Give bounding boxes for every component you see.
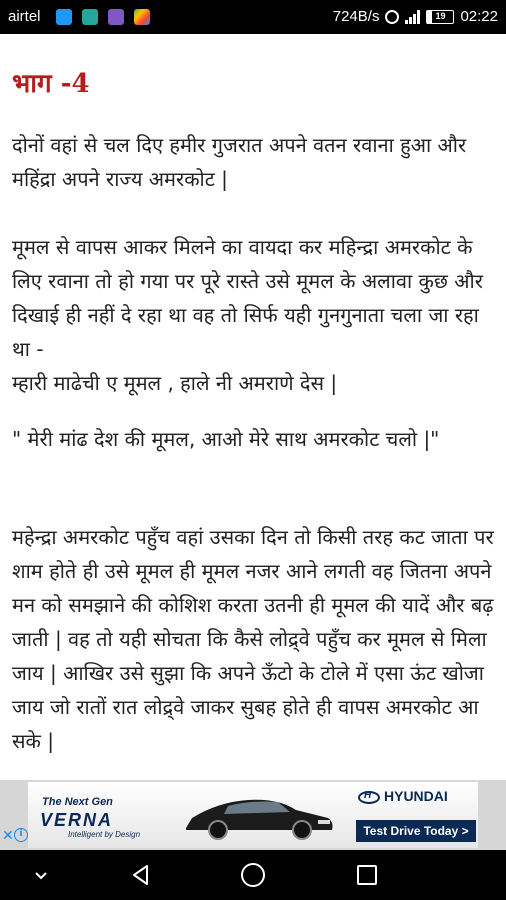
notification-app-icon: [56, 9, 72, 25]
ad-tagline: Intelligent by Design: [68, 830, 141, 839]
ad-creative[interactable]: [28, 782, 478, 848]
article-content[interactable]: [0, 34, 506, 780]
test-drive-button[interactable]: Test Drive Today >: [356, 820, 476, 842]
article-paragraph: महेन्द्रा अमरकोट पहुँच वहां उसका दिन तो किसी तरह कट जाता पर शाम होते ही उसे मूमल ही मूमल नजर आने लगती वह जितना अपने मन को समझाने की कोशिश करता उतनी ही मूमल की यादें और बढ़ जाती | वह तो यही सोचता कि कैसे लोद्र्वे पहुँच कर मूमल से मिला जाय | आखिर उसे सुझा कि अपने ऊँटो के टोले में एसा ऊंट खोजा जाय जो रातों रात लोद्र्वे जाकर सुबह होते ही वापस अमरकोट आ सके |: [12, 525, 494, 753]
notification-gallery-icon: [82, 9, 98, 25]
ad-next-gen-text: The Next Gen: [42, 796, 113, 808]
battery-icon: 19: [426, 10, 454, 24]
article-title: भाग -4: [12, 69, 90, 99]
ad-model-name: VERNA: [40, 810, 114, 830]
article-paragraph: मूमल से वापस आकर मिलने का वायदा कर महिन्द्रा अमरकोट के लिए रवाना तो हो गया पर पूरे रास्ते उसे मूमल के अलावा कुछ और दिखाई ही नहीं दे रहा था वह तो सिर्फ यही गुनगुनाता चला जा रहा था - म्हारी माढेची ए मूमल , हाले नी अमराणे देस |: [12, 235, 483, 395]
home-button[interactable]: [238, 860, 268, 890]
play-store-icon: [134, 9, 150, 25]
article-paragraph: दोनों वहां से चल दिए हमीर गुजरात अपने वतन रवाना हुआ और महिंद्रा अपने राज्य अमरकोट |: [12, 133, 467, 191]
ad-close-icon[interactable]: ✕: [2, 828, 14, 844]
clock: 02:22: [460, 8, 498, 25]
article-paragraph: " मेरी मांढ देश की मूमल, आओ मेरे साथ अमरकोट चलो |": [12, 427, 440, 451]
notification-app-icon: [108, 9, 124, 25]
signal-icon: [405, 10, 420, 24]
carrier-name: airtel: [8, 8, 41, 25]
status-bar: [0, 0, 506, 34]
alarm-icon: [385, 10, 399, 24]
car-image: [178, 788, 338, 844]
ad-banner[interactable]: [0, 780, 506, 850]
navigation-bar: [0, 850, 506, 900]
ad-info-icon[interactable]: i: [14, 828, 28, 842]
ad-brand: HHYUNDAI: [358, 788, 448, 804]
network-speed: 724B/s: [332, 8, 380, 25]
back-button[interactable]: [126, 860, 156, 890]
hide-nav-icon[interactable]: [26, 860, 56, 890]
hyundai-logo-icon: [358, 791, 380, 804]
recents-button[interactable]: [352, 860, 382, 890]
